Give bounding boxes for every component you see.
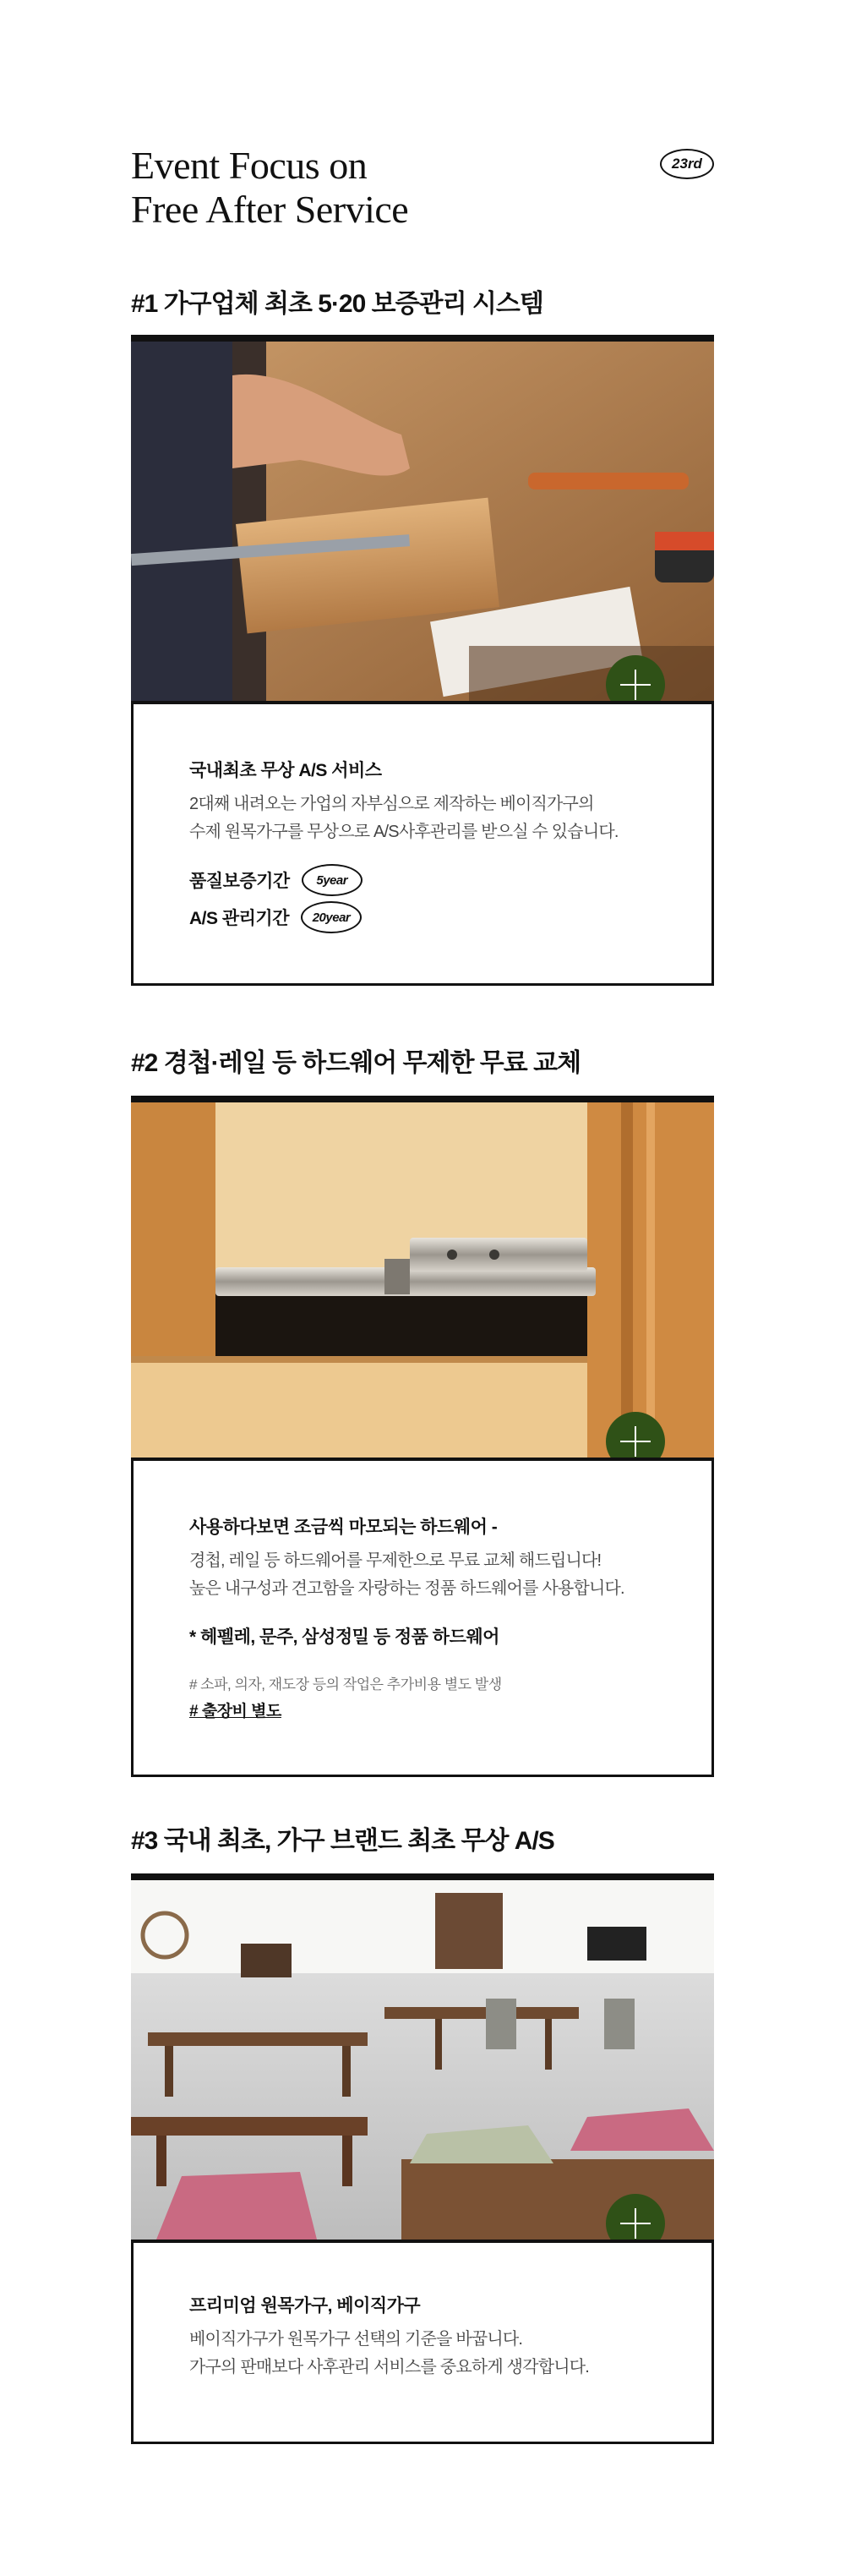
section-2-bar <box>131 1096 714 1102</box>
woodworking-image <box>131 342 714 701</box>
section-3 <box>131 1824 714 2444</box>
drawer-rail-photo <box>131 1102 714 1458</box>
section-3-card <box>131 2240 714 2444</box>
card-2-line: 경첩, 레일 등 하드웨어를 무제한으로 무료 교체 해드립니다! <box>189 1551 602 1570</box>
header-title-line1: Event Focus on <box>131 144 368 187</box>
header-title-line2: Free After Service <box>131 188 409 231</box>
card-1-line: 2대째 내려오는 가업의 자부심으로 제작하는 베이직가구의 <box>189 795 594 813</box>
warranty-value-badge: 20year <box>301 901 362 933</box>
card-1-text <box>189 790 711 846</box>
section-1-title: #1 가구업체 최초 5·20 보증관리 시스템 <box>131 290 543 318</box>
card-3-heading: 프리미엄 원목가구, 베이직가구 <box>189 2296 421 2316</box>
section-2 <box>131 1047 714 1777</box>
warranty-label: A/S 관리기간 <box>189 909 289 928</box>
header-title <box>131 144 714 232</box>
event-header <box>131 144 714 237</box>
woodworking-photo <box>131 342 714 701</box>
card-3-line: 가구의 판매보다 사후관리 서비스를 중요하게 생각합니다. <box>189 2358 590 2376</box>
section-3-title: #3 국내 최초, 가구 브랜드 최초 무상 A/S <box>131 1827 554 1855</box>
card-2-line: 높은 내구성과 견고함을 자랑하는 정품 하드웨어를 사용합니다. <box>189 1579 624 1598</box>
hardware-brands: * 헤펠레, 문주, 삼성정밀 등 정품 하드웨어 <box>189 1627 499 1647</box>
card-1-line: 수제 원목가구를 무상으로 A/S사후관리를 받으실 수 있습니다. <box>189 823 619 841</box>
warranty-list <box>189 861 711 936</box>
extra-cost-note: # 소파, 의자, 재도장 등의 작업은 추가비용 별도 발생 <box>189 1676 502 1693</box>
section-1-bar <box>131 335 714 342</box>
warranty-row <box>189 861 711 899</box>
card-2-text <box>189 1547 711 1603</box>
card-3-line: 베이직가구가 원목가구 선택의 기준을 바꿉니다. <box>189 2330 523 2349</box>
section-1 <box>131 287 714 986</box>
card-2-heading: 사용하다보면 조금씩 마모되는 하드웨어 - <box>189 1518 498 1537</box>
card-3-text <box>189 2326 711 2382</box>
warranty-value-badge: 5year <box>302 864 363 896</box>
showroom-image <box>131 1880 714 2240</box>
section-2-title: #2 경첩·레일 등 하드웨어 무제한 무료 교체 <box>131 1049 581 1077</box>
edition-badge: 23rd <box>660 149 714 179</box>
section-1-card <box>131 701 714 986</box>
travel-cost-note: # 출장비 별도 <box>189 1703 281 1720</box>
section-3-bar <box>131 1873 714 1880</box>
warranty-label: 품질보증기간 <box>189 872 290 891</box>
section-2-card <box>131 1458 714 1777</box>
showroom-photo <box>131 1880 714 2240</box>
warranty-row <box>189 899 711 936</box>
card-1-heading: 국내최초 무상 A/S 서비스 <box>189 761 382 780</box>
drawer-rail-image <box>131 1102 714 1458</box>
